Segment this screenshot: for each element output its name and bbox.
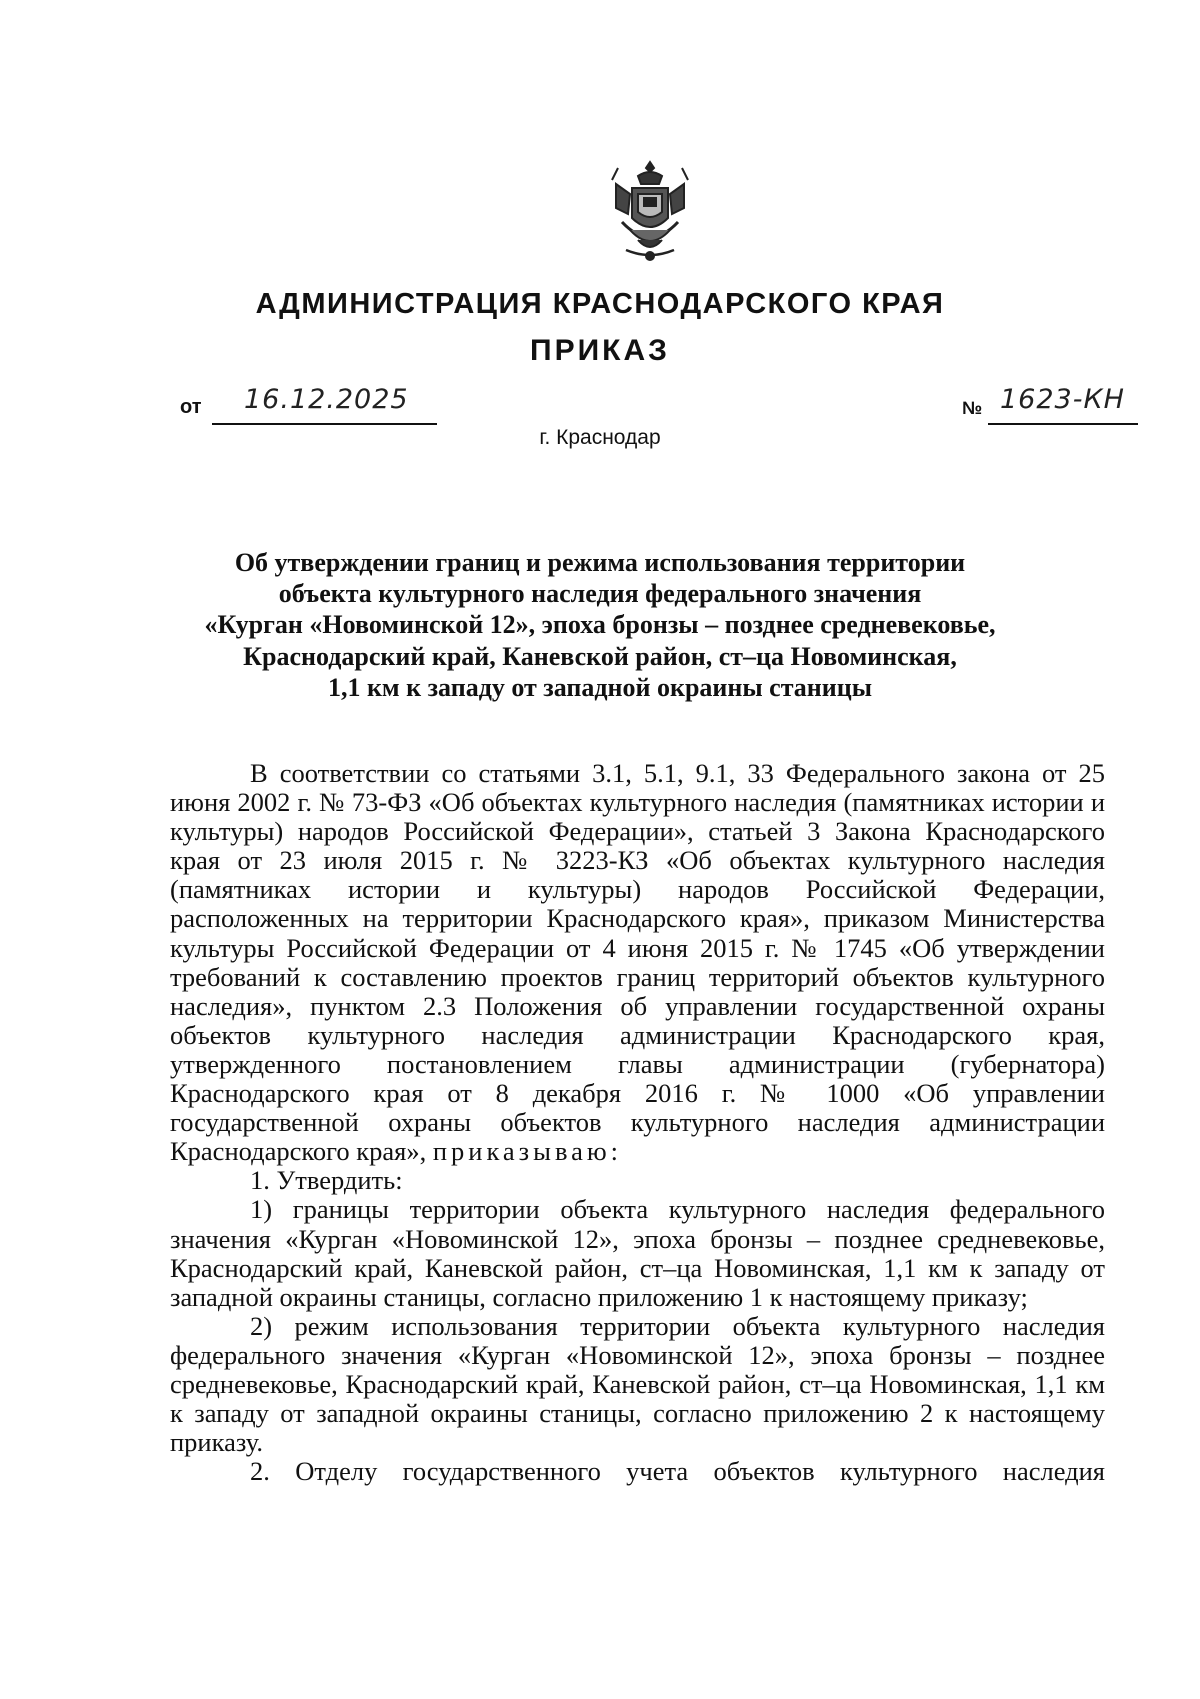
date-prefix: от (180, 396, 202, 418)
item-1-2: 2) режим использования территории объекта культурного наследия федерального значения «Курган «Новоминской 12», эпоха бронзы – позднее средневековье, Краснодарский край, Каневской район, ст–ца Новоминская, 1,1 км к западу от западной окраины станицы, согласно приложению 2 к настоящему приказу. (170, 1310, 1105, 1458)
preamble-text: В соответствии со статьями 3.1, 5.1, 9.1, 33 Федерального закона от 25 июня 2002 г. № 73-ФЗ «Об объектах культурного наследия (памятниках истории и культуры) народов Российской Федерации», статьей 3 Закона Краснодарского края от 23 июля 2015 г. № 3223-КЗ «Об объектах культурного наследия (памятниках истории и культуры) народов Российской Федерации, расположенных на территории Краснодарского края», приказом Министерства культуры Российской Федерации от 4 июня 2015 г. № 1745 «Об утверждении требований к составлению проектов границ территорий объектов культурного наследия», пунктом 2.3 Положения об управлении государственной охраны объектов культурного наследия администрации Краснодарского края, утвержденного постановлением главы администрации (губернатора) Краснодарского края от 8 декабря 2016 г. № 1000 «Об управлении государственной охраны объектов культурного наследия администрации Краснодарского края», (170, 758, 1105, 1167)
title-line: Краснодарский край, Каневской район, ст–ца Новоминская, (243, 641, 957, 671)
item-1-1: 1) границы территории объекта культурного наследия федерального значения «Курган «Новоминской 12», эпоха бронзы – позднее средневековье, Краснодарский край, Каневской район, ст–ца Новоминская, 1,1 км к западу от западной окраины станицы, согласно приложению 1 к настоящему приказу; (170, 1194, 1105, 1312)
document-title (170, 547, 1030, 703)
document-type: ПРИКАЗ (530, 334, 670, 367)
title-line: объекта культурного наследия федерального значения (278, 579, 922, 609)
number-value-handwritten: 1623-КН (1000, 384, 1125, 415)
number-underline (988, 423, 1138, 425)
item-2-wrapper (170, 1457, 1105, 1486)
authority-name: АДМИНИСТРАЦИЯ КРАСНОДАРСКОГО КРАЯ (255, 288, 945, 320)
item-2: 2. Отделу государственного учета объектов культурного наследия (250, 1457, 1105, 1487)
title-line: «Курган «Новоминской 12», эпоха бронзы – позднее средневековье, (204, 610, 996, 640)
date-underline (212, 423, 437, 425)
coat-of-arms-icon (608, 158, 692, 264)
date-value-handwritten: 16.12.2025 (244, 384, 409, 415)
city: г. Краснодар (539, 426, 661, 449)
item-1: 1. Утвердить: (250, 1165, 403, 1196)
document-body (170, 759, 1105, 1486)
title-line: Об утверждении границ и режима использования территории (234, 548, 966, 577)
order-word: приказываю: (432, 1136, 623, 1167)
number-prefix: № (962, 398, 983, 418)
title-line: 1,1 км к западу от западной окраины станицы (327, 672, 873, 702)
preamble-paragraph (170, 759, 1105, 1166)
